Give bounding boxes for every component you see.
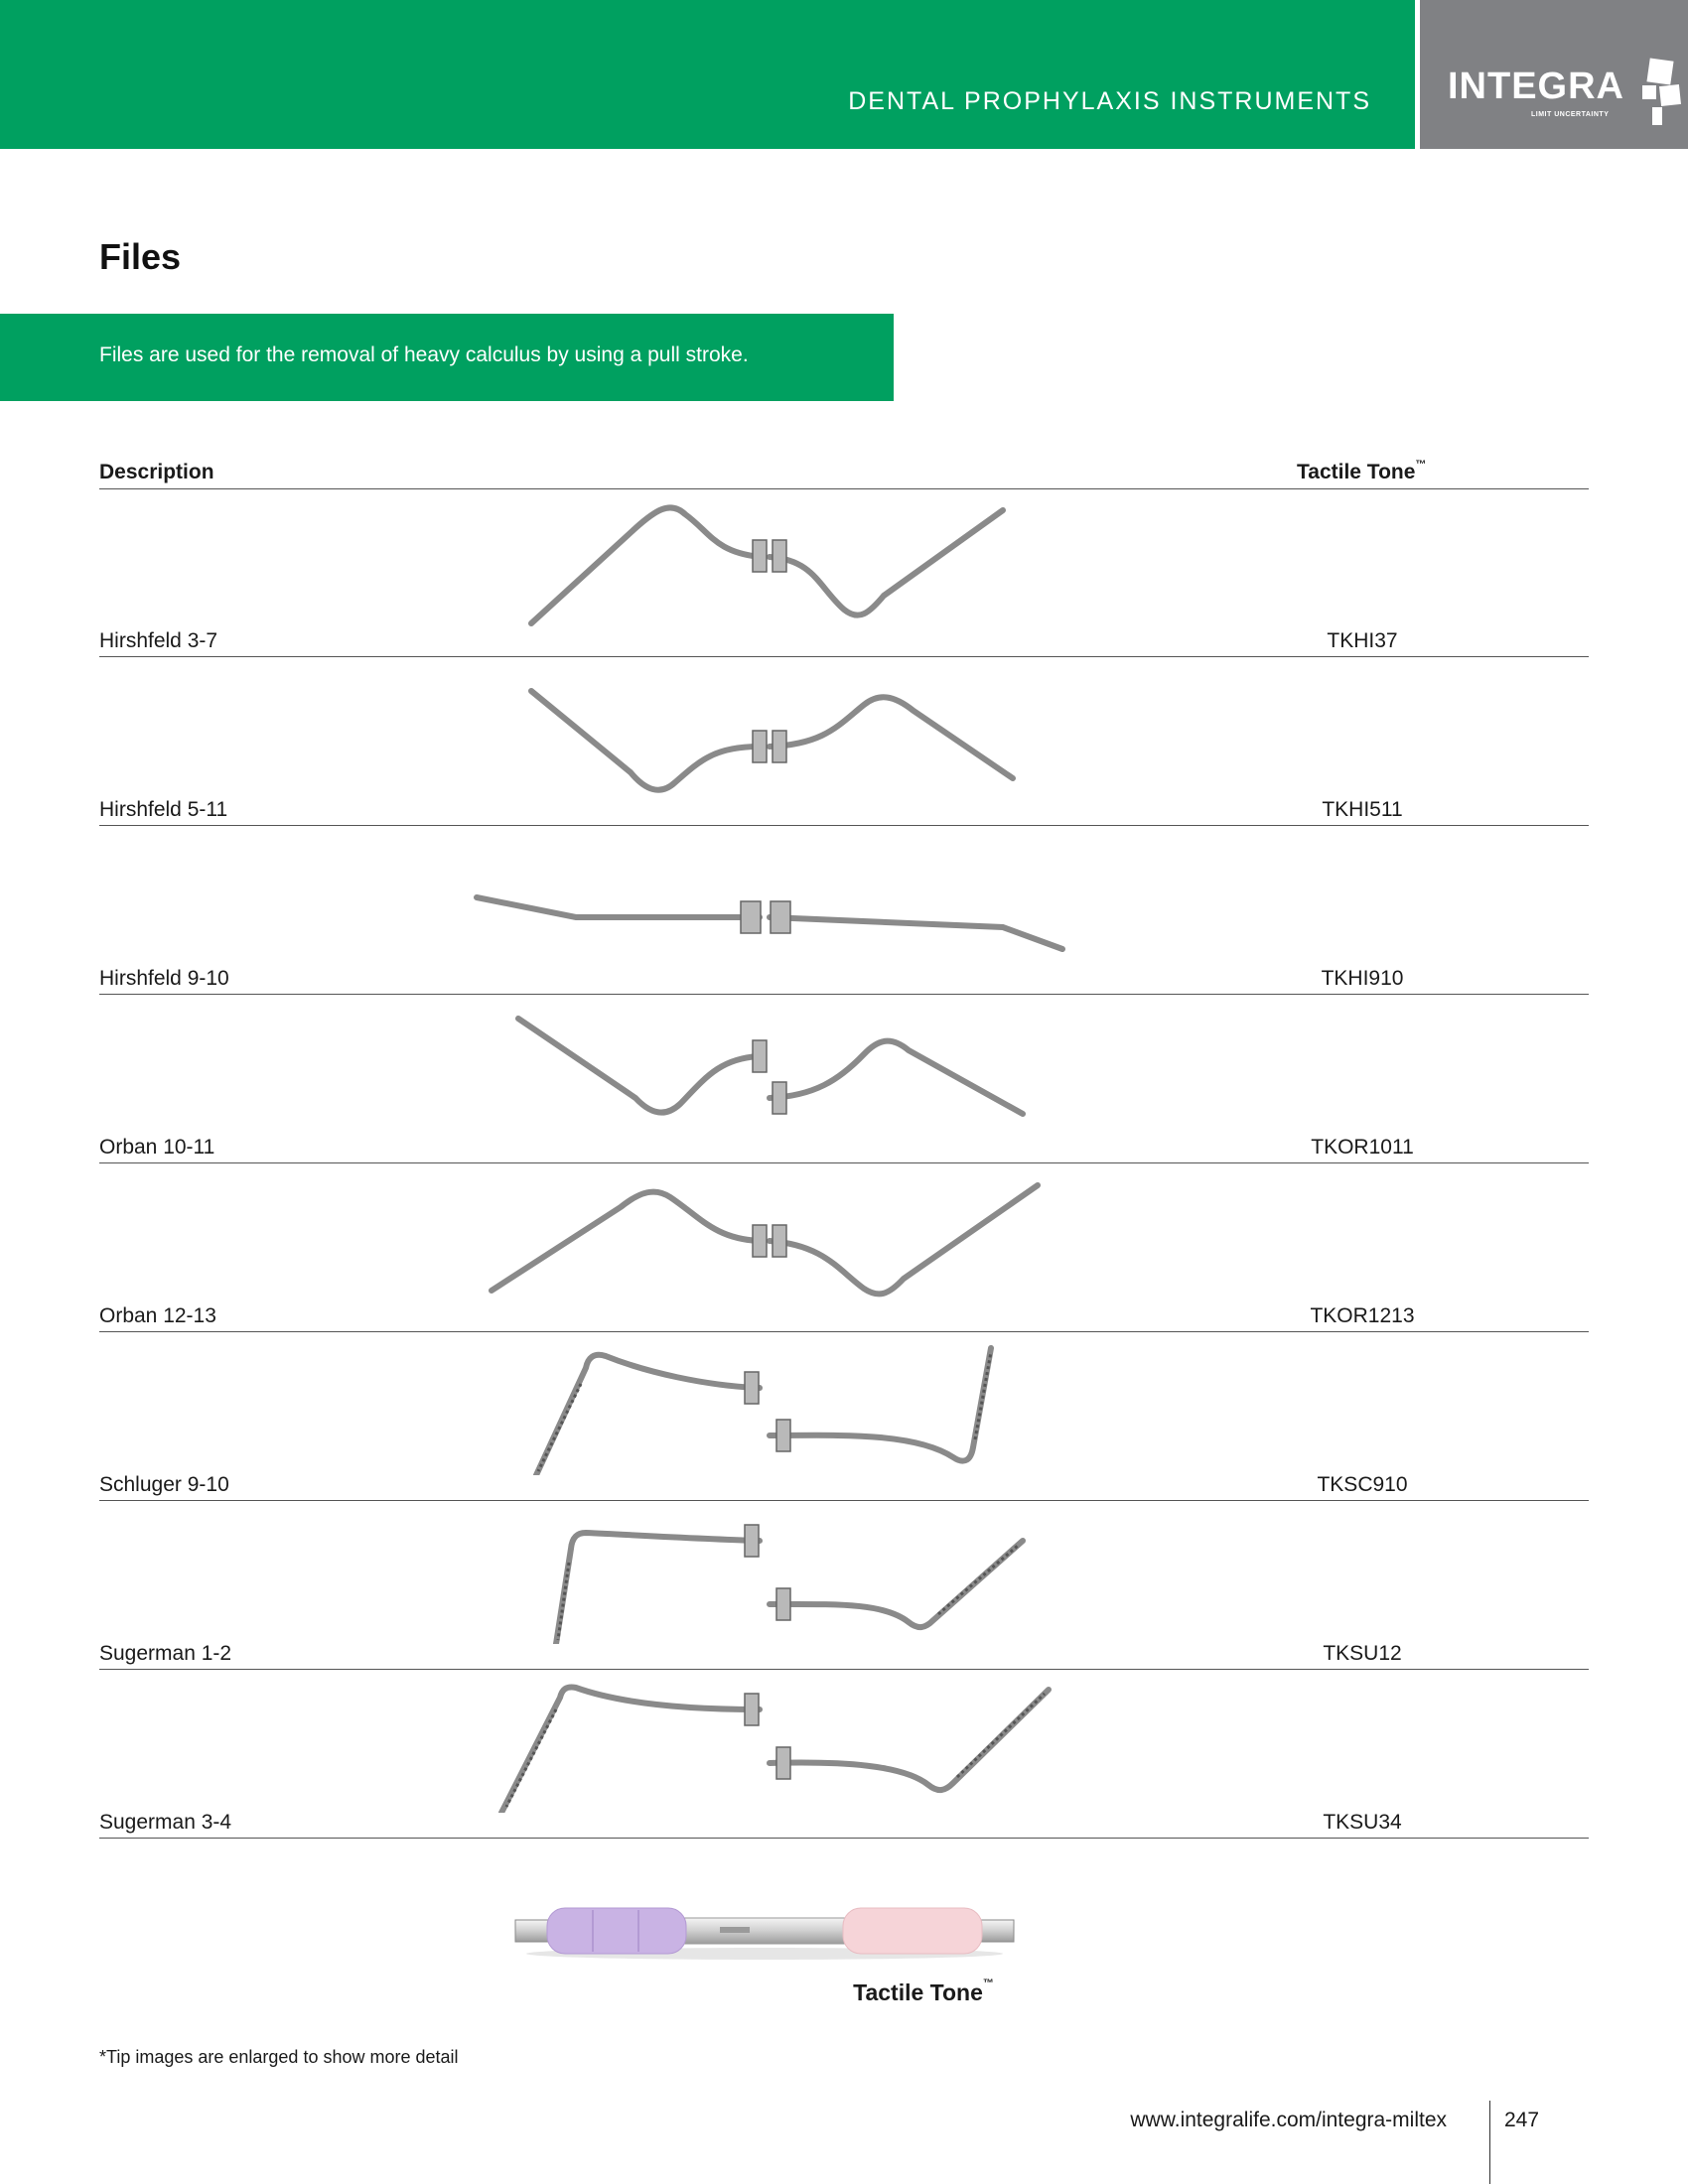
instrument-hirshfeld-5-11-icon (417, 661, 1112, 800)
table-row (0, 826, 1688, 995)
column-header-description: Description (99, 461, 214, 483)
table-row (0, 488, 1688, 657)
instrument-hirshfeld-3-7-icon (417, 492, 1112, 631)
row-description: Schluger 9-10 (99, 1473, 229, 1496)
row-description: Hirshfeld 9-10 (99, 967, 229, 990)
table-row (0, 1332, 1688, 1501)
intro-text: Files are used for the removal of heavy calculus by using a pull stroke. (99, 343, 749, 366)
footnote: *Tip images are enlarged to show more detail (99, 2047, 459, 2067)
intro-band (0, 314, 894, 401)
row-description: Sugerman 1-2 (99, 1642, 232, 1665)
row-description: Hirshfeld 5-11 (99, 798, 228, 821)
row-code: TKHI37 (1327, 629, 1398, 652)
row-code: TKOR1011 (1311, 1136, 1414, 1159)
page-title: Files (99, 236, 182, 277)
footer-divider (1489, 2101, 1490, 2184)
handle-label (853, 1979, 994, 2006)
integra-logo (1420, 0, 1688, 149)
table-row (0, 995, 1688, 1163)
tactile-tone-handle-icon (511, 1894, 1018, 1964)
pink-grip (843, 1908, 982, 1954)
row-divider (99, 1838, 1589, 1839)
page-number: 247 (1504, 2109, 1540, 2131)
row-code: TKSC910 (1317, 1473, 1408, 1496)
instrument-orban-10-11-icon (417, 999, 1112, 1138)
handle-label-text: Tactile Tone (853, 1979, 983, 2005)
column-header-tactile-tone-text: Tactile Tone (1297, 461, 1416, 483)
header-band (0, 0, 1415, 149)
table-row (0, 1501, 1688, 1670)
table-row (0, 1163, 1688, 1332)
catalog-section-title: DENTAL PROPHYLAXIS INSTRUMENTS (848, 87, 1371, 115)
trademark-mark: ™ (982, 1978, 994, 1989)
trademark-mark: ™ (1415, 459, 1427, 471)
row-description: Sugerman 3-4 (99, 1811, 232, 1834)
row-code: TKHI910 (1321, 967, 1404, 990)
logo-wordmark: INTEGRA (1448, 66, 1624, 107)
instrument-orban-12-13-icon (417, 1167, 1112, 1306)
instrument-schluger-9-10-icon (417, 1336, 1112, 1475)
instrument-sugerman-1-2-icon (417, 1505, 1112, 1644)
row-description: Orban 12-13 (99, 1304, 216, 1327)
row-code: TKSU34 (1323, 1811, 1402, 1834)
logo-squares-icon (1638, 56, 1684, 131)
table-row (0, 657, 1688, 826)
row-code: TKHI511 (1322, 798, 1403, 821)
logo-tagline: LIMIT UNCERTAINTY (1531, 111, 1610, 118)
row-description: Hirshfeld 3-7 (99, 629, 218, 652)
row-description: Orban 10-11 (99, 1136, 215, 1159)
row-code: TKSU12 (1323, 1642, 1402, 1665)
instrument-sugerman-3-4-icon (417, 1674, 1112, 1813)
row-code: TKOR1213 (1310, 1304, 1415, 1327)
footer-url[interactable]: www.integralife.com/integra-miltex (1130, 2109, 1447, 2131)
column-header-tactile-tone (1297, 461, 1426, 484)
table-row (0, 1670, 1688, 1839)
purple-grip (547, 1908, 686, 1954)
instrument-hirshfeld-9-10-icon (417, 830, 1112, 969)
